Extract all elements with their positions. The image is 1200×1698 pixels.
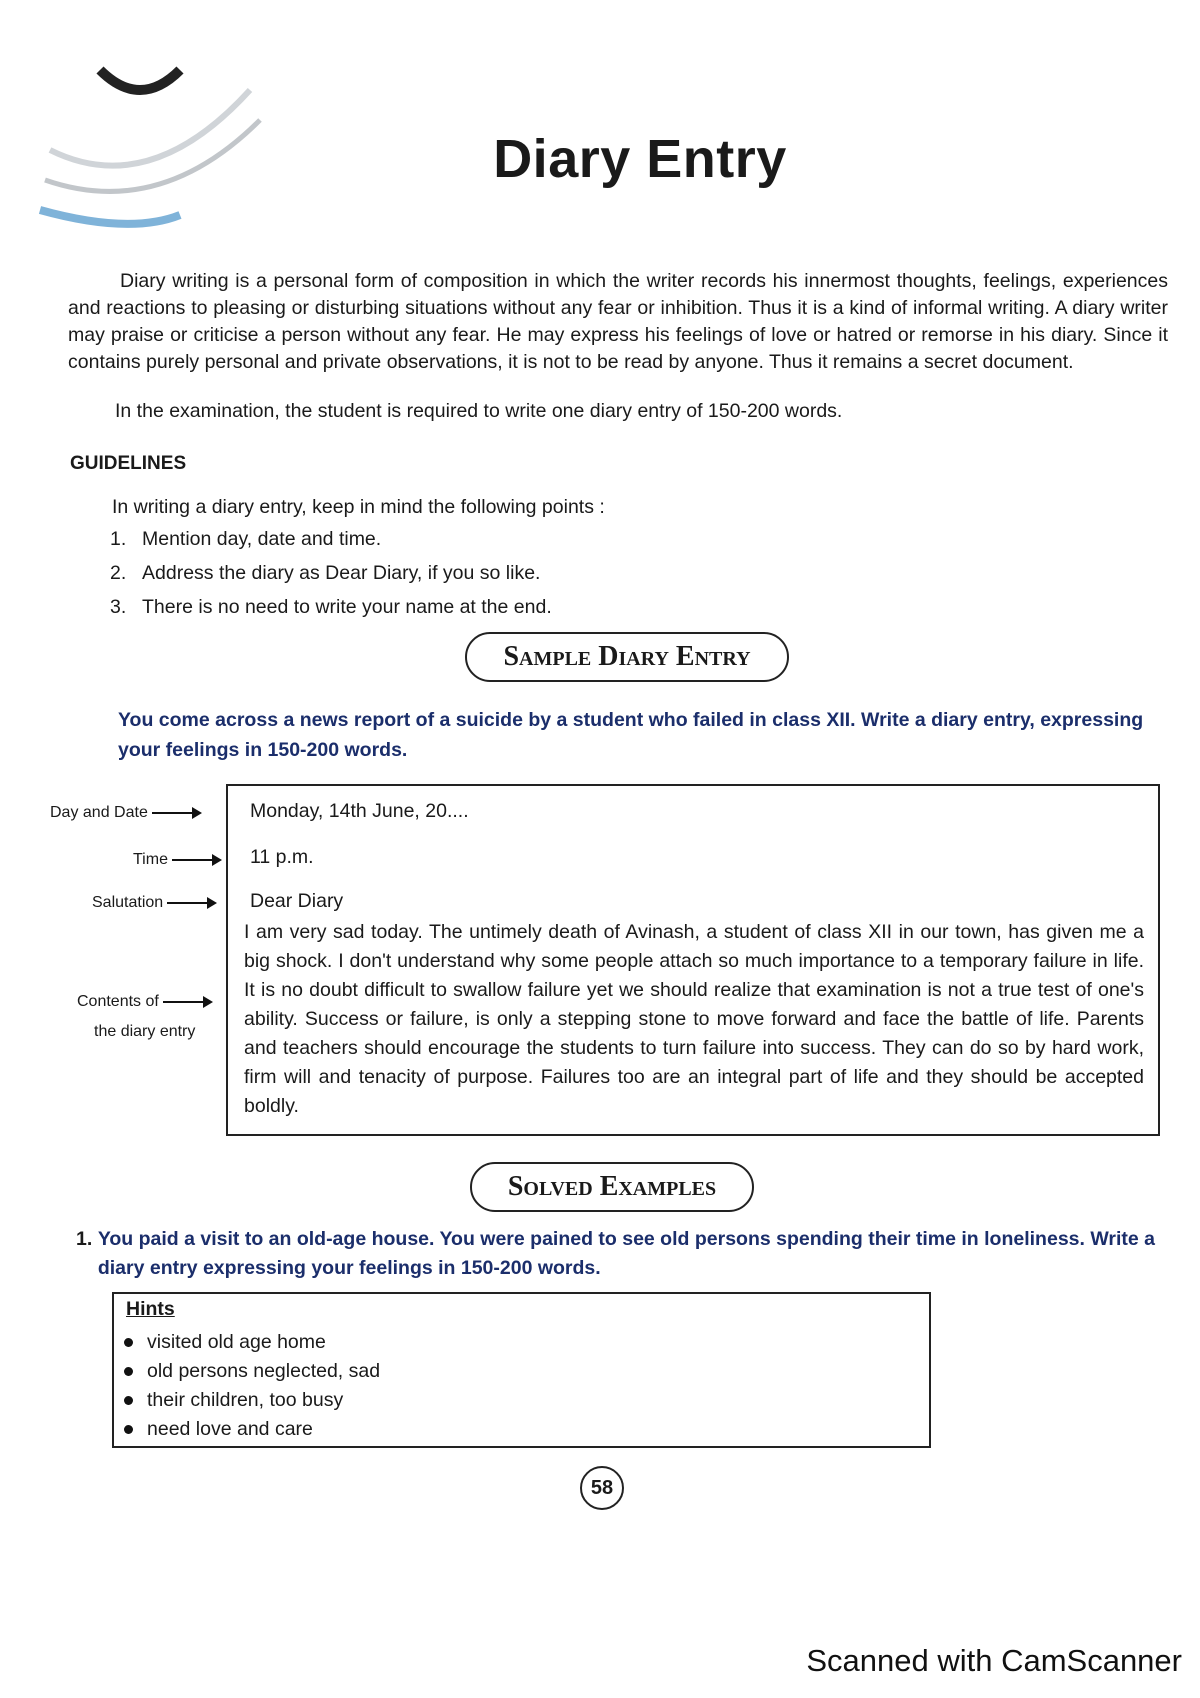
- sample-diary-entry-heading: Sample Diary Entry: [465, 632, 789, 682]
- guideline-item: 3. There is no need to write your name at the end.: [110, 596, 552, 618]
- bullet-icon: [124, 1367, 133, 1376]
- hints-list: [124, 1328, 380, 1444]
- hints-title: Hints: [126, 1298, 175, 1320]
- exam-paragraph: In the examination, the student is required to write one diary entry of 150-200 words.: [115, 400, 843, 422]
- hint-item: old persons neglected, sad: [124, 1357, 380, 1386]
- diary-salutation: Dear Diary: [250, 890, 344, 912]
- sample-diary-box: [226, 784, 1160, 1136]
- guidelines-list: [110, 528, 552, 630]
- label-contents: Contents of: [77, 993, 211, 1011]
- label-day-date: Day and Date: [50, 804, 200, 822]
- diary-time: 11 p.m.: [250, 846, 314, 868]
- bullet-icon: [124, 1338, 133, 1347]
- label-salutation: Salutation: [92, 894, 215, 912]
- arrow-icon: [167, 902, 215, 904]
- guidelines-heading: GUIDELINES: [70, 453, 187, 474]
- arrow-icon: [163, 1001, 211, 1003]
- diary-date: Monday, 14th June, 20....: [250, 800, 469, 822]
- page-number: 58: [580, 1466, 624, 1510]
- sample-question: You come across a news report of a suicide by a student who failed in class XII. Write a diary entry, expressing your feelings in 150-200 words.: [118, 709, 1144, 761]
- hints-box: [112, 1292, 931, 1448]
- label-contents-2: the diary entry: [94, 1023, 196, 1040]
- guideline-item: 2. Address the diary as Dear Diary, if you so like.: [110, 562, 541, 584]
- solved-question-1: 1. You paid a visit to an old-age house. You were pained to see old persons spending their time in loneliness. Write a diary entry expressing your feelings in 150-200 words.: [76, 1228, 1155, 1279]
- bullet-icon: [124, 1396, 133, 1405]
- guideline-item: 1. Mention day, date and time.: [110, 528, 382, 550]
- arrow-icon: [152, 812, 200, 814]
- hint-item: need love and care: [124, 1415, 380, 1444]
- scanner-watermark: Scanned with CamScanner: [806, 1643, 1182, 1678]
- hint-item: their children, too busy: [124, 1386, 380, 1415]
- bullet-icon: [124, 1425, 133, 1434]
- diary-body: I am very sad today. The untimely death of Avinash, a student of class XII in our town, has given me a big shock. I don't understand why some people attach so much importance to a temporary failure in life. It is no doubt difficult to swallow failure yet we should realize that examination is not a true test of one's ability. Success or failure, is only a stepping stone to move forward and face the battle of life. Parents and teachers should encourage the students to turn failure into success. They can do so by hard work, firm will and tenacity of purpose. Failures too are an integral part of life and they should be accepted boldly.: [244, 921, 1144, 1117]
- guidelines-intro: In writing a diary entry, keep in mind the following points :: [112, 496, 605, 518]
- hint-item: visited old age home: [124, 1328, 380, 1357]
- arrow-icon: [172, 859, 220, 861]
- label-time: Time: [133, 851, 220, 869]
- page-title: Diary Entry: [493, 129, 787, 189]
- intro-paragraph: Diary writing is a personal form of composition in which the writer records his innermost thoughts, feelings, experiences and reactions to pleasing or disturbing situations without any fear or inhibition. Thus it is a kind of informal writing. A diary writer may praise or criticise a person without any fear. He may express his feelings of love or hatred or remorse in his diary. Since it contains purely personal and private observations, it is not to be read by anyone. Thus it remains a secret document.: [68, 270, 1168, 373]
- solved-examples-heading: Solved Examples: [470, 1162, 754, 1212]
